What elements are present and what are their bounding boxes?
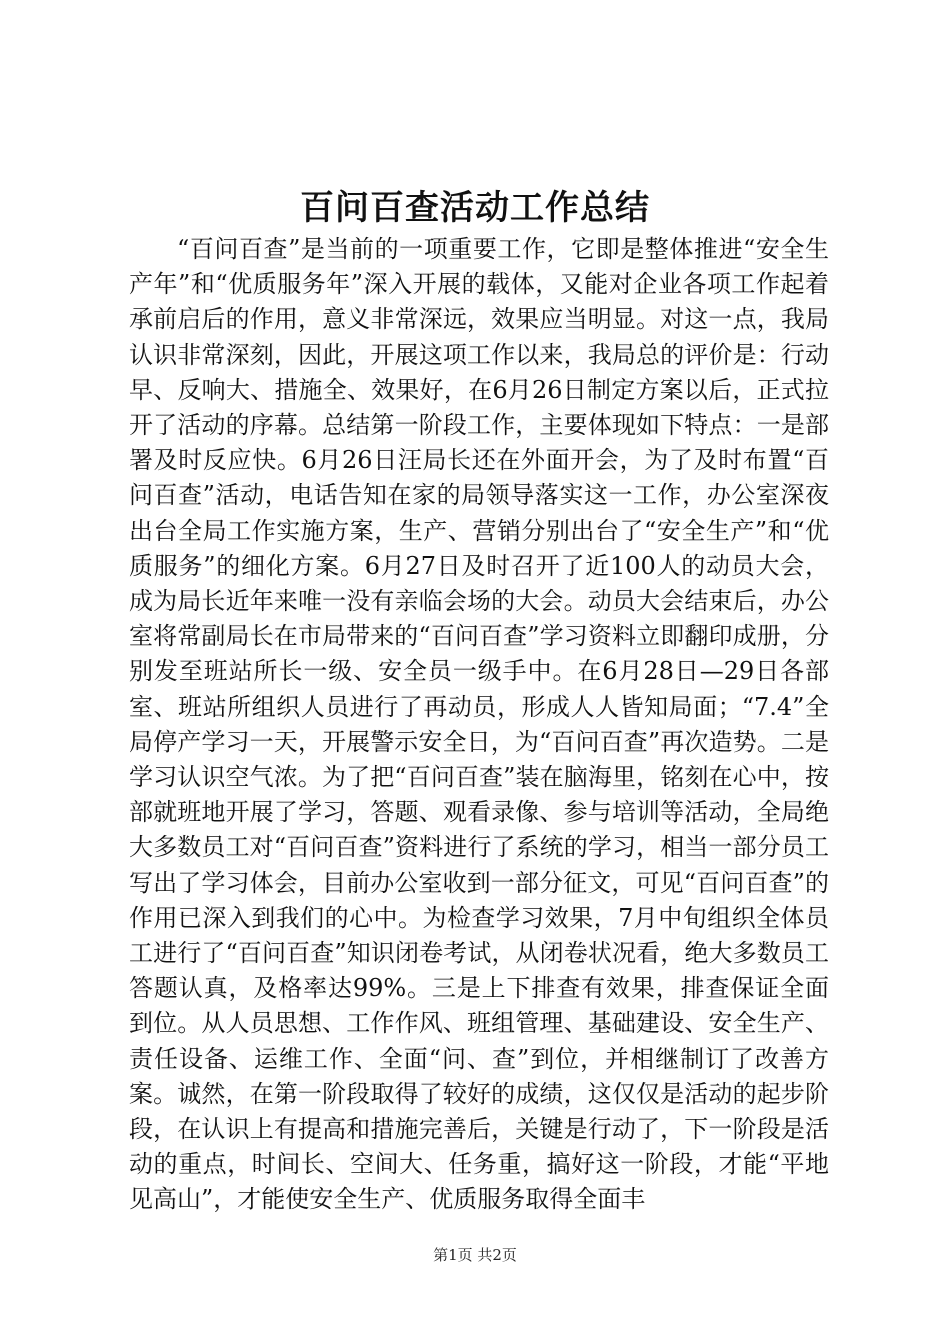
page-number-footer: 第1页 共2页 — [433, 1246, 517, 1264]
document-title: 百问百查活动工作总结 — [300, 188, 650, 228]
document-body-paragraph: “百问百查”是当前的一项重要工作，它即是整体推进“安全生产年”和“优质服务年”深入开展的载体，又能对企业各项工作起着承前启后的作用，意义非常深远，效果应当明显。对这一点，我局认识非常深刻，因此，开展这项工作以来，我局总的评价是：行动早、反响大、措施全、效果好，在6月26日制定方案以后，正式拉开了活动的序幕。总结第一阶段工作，主要体现如下特点：一是部署及时反应快。6月26日汪局长还在外面开会，为了及时布置“百问百查”活动，电话告知在家的局领导落实这一工作，办公室深夜出台全局工作实施方案，生产、营销分别出台了“安全生产”和“优质服务”的细化方案。6月27日及时召开了近100人的动员大会，成为局长近年来唯一没有亲临会场的大会。动员大会结束后，办公室将常副局长在市局带来的“百问百查”学习资料立即翻印成册，分别发至班站所长一级、安全员一级手中。在6月28日—29日各部室、班站所组织人员进行了再动员，形成人人皆知局面；“7.4”全局停产学习一天，开展警示安全日，为“百问百查”再次造势。二是学习认识空气浓。为了把“百问百查”装在脑海里，铭刻在心中，按部就班地开展了学习，答题、观看录像、参与培训等活动，全局绝大多数员工对“百问百查”资料进行了系统的学习，相当一部分员工写出了学习体会，目前办公室收到一部分征文，可见“百问百查”的作用已深入到我们的心中。为检查学习效果，7月中旬组织全体员工进行了“百问百查”知识闭卷考试，从闭卷状况看，绝大多数员工答题认真，及格率达99%。三是上下排查有效果，排查保证全面到位。从人员思想、工作作风、班组管理、基础建设、安全生产、责任设备、运维工作、全面“问、查”到位，并相继制订了改善方案。诚然，在第一阶段取得了较好的成绩，这仅仅是活动的起步阶段，在认识上有提高和措施完善后，关键是行动了，下一阶段是活动的重点，时间长、空间大、任务重，搞好这一阶段，才能“平地见高山”，才能使安全生产、优质服务取得全面丰 — [129, 235, 829, 1214]
